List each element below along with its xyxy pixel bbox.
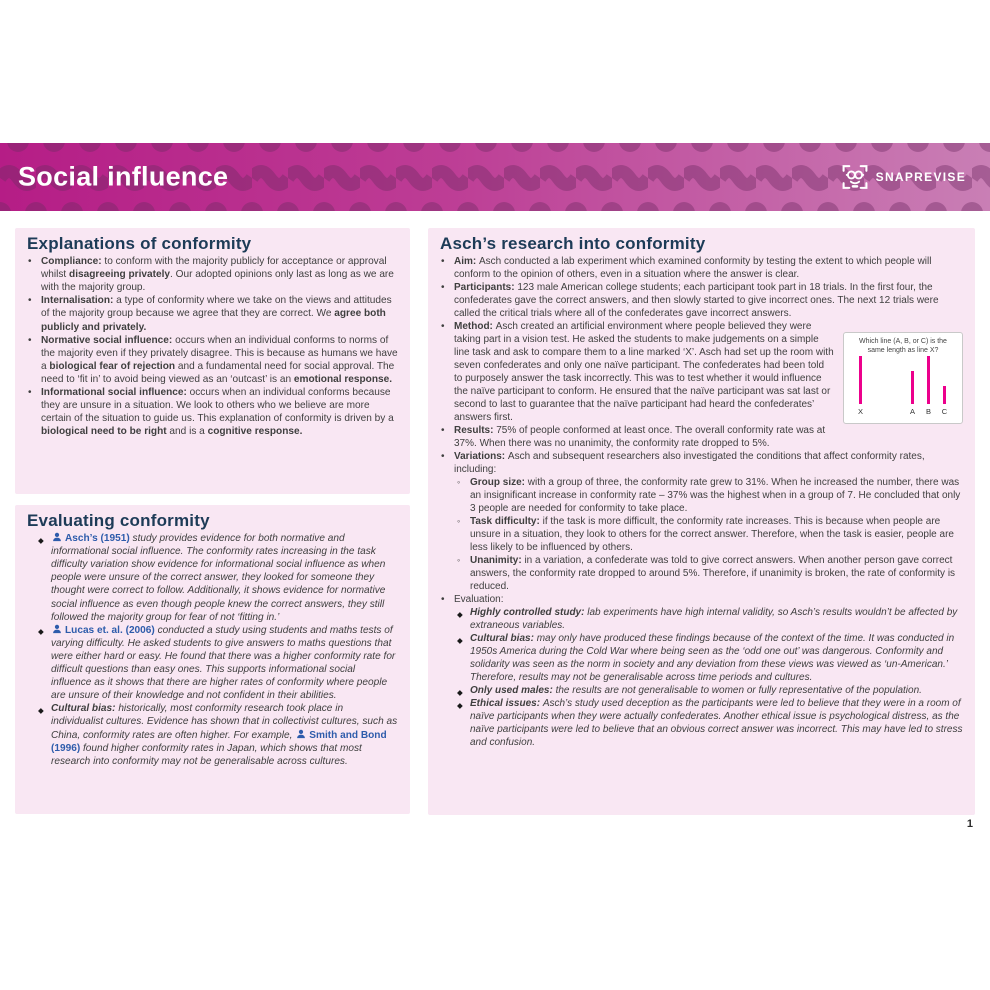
citation-text: Lucas et. al. (2006) bbox=[65, 624, 155, 636]
text-segment: and a fundamental need for social approval. The need to ‘fit in’ to avoid being viewed as an ‘outcast’ is an bbox=[41, 360, 395, 385]
text-segment: Highly controlled study: bbox=[470, 607, 588, 618]
section-title: Asch’s research into conformity bbox=[440, 234, 706, 253]
list-item bbox=[440, 424, 963, 450]
bullet-list bbox=[27, 255, 398, 438]
list-item bbox=[456, 515, 963, 554]
list-item bbox=[456, 632, 963, 684]
text-segment: Unanimity: bbox=[470, 555, 525, 566]
text-segment: Internalisation: bbox=[41, 295, 117, 307]
text-segment: Participants: bbox=[454, 282, 518, 293]
text-segment: biological fear of rejection bbox=[49, 360, 176, 372]
text-segment: Task difficulty: bbox=[470, 516, 543, 527]
text-segment: may only have produced these findings because of the context of the time. It was conducted in 1950s America during the Cold War where being seen as the ‘odd one out’ was dangerous. Conformity and solidarity was seen as the norm in society and any deviation from these views was viewed as ‘un-American.’ Therefore, results may not be generalisable across time periods and cultures. bbox=[470, 633, 955, 683]
citation-text: Smith and Bond (1996) bbox=[51, 729, 387, 754]
list-item bbox=[456, 554, 963, 593]
text-segment: cognitive response. bbox=[207, 426, 303, 438]
text-segment: the results are not generalisable to women or fully representative of the population. bbox=[555, 685, 922, 696]
text-segment: found higher conformity rates in Japan, which shows that most research into conformity may not be generalisable across cultures. bbox=[51, 742, 362, 767]
section-asch-research bbox=[428, 228, 975, 815]
dot-bullet-marker: • bbox=[28, 334, 32, 346]
text-segment: to conform with the majority publicly for acceptance or approval whilst bbox=[41, 256, 387, 281]
dot-bullet-marker: • bbox=[28, 387, 32, 399]
person-icon bbox=[52, 532, 62, 545]
list-item bbox=[37, 702, 398, 767]
dot-bullet-marker: • bbox=[441, 256, 445, 267]
text-segment: a type of conformity where we take on the views and attitudes of the majority group because we agree that they are correct. We bbox=[41, 295, 392, 320]
text-segment: Results: bbox=[454, 425, 497, 436]
text-segment: Informational social influence: bbox=[41, 387, 190, 399]
text-segment: . Our adopted opinions only last as long as we are with the majority group. bbox=[41, 269, 394, 294]
dot-bullet-marker: • bbox=[441, 321, 445, 332]
page-number: 1 bbox=[966, 818, 973, 830]
section-evaluating-conformity bbox=[15, 505, 410, 814]
list-item bbox=[27, 294, 398, 333]
text-segment: Asch and subsequent researchers also investigated the conditions that affect conformity rates, including: bbox=[454, 451, 925, 475]
list-item bbox=[456, 697, 963, 749]
list-item bbox=[456, 606, 963, 632]
bullet-list bbox=[440, 320, 963, 749]
text-segment: lab experiments have high internal validity, so Asch’s results wouldn’t be affected by extraneous variables. bbox=[470, 607, 958, 631]
text-segment: biological need to be right bbox=[41, 426, 167, 438]
text-segment: if the task is more difficult, the conformity rate increases. This is because when people are unsure in a situation, they look to others for the correct answer. Therefore, when the task is easier, people are less likely to be influenced by others. bbox=[470, 516, 954, 553]
figure-line-label: C bbox=[941, 407, 948, 416]
dot-bullet-marker: • bbox=[28, 256, 32, 268]
text-segment: occurs when an individual conforms to norms of the majority even if they privately disagree. This is because as humans we have a bbox=[41, 334, 398, 372]
text-segment: occurs when an individual conforms because they are unsure in a situation. We look to others who we believe are more certain of the situation to guide us. This explanation of conformity is driven by a bbox=[41, 387, 394, 425]
list-item bbox=[440, 593, 963, 749]
dot-bullet-marker: • bbox=[441, 451, 445, 462]
dot-bullet-marker: • bbox=[441, 282, 445, 293]
diamond-bullet-marker: ◆ bbox=[38, 627, 44, 637]
text-segment: emotional response. bbox=[293, 373, 393, 385]
text-segment: Evaluation: bbox=[454, 594, 504, 605]
text-segment: in a variation, a confederate was told to give correct answers. When another person gave correct answers, the conformity rate dropped to around 5%. Therefore, if unanimity is broken, the rate of conformity is reduced. bbox=[470, 555, 956, 592]
text-segment: historically, most conformity research took place in individualist cultures. Evidence has shown that in collectivist cultures, such as China, conformity rates are often higher. For example, bbox=[51, 703, 398, 741]
diamond-bullet-marker: ◆ bbox=[457, 687, 463, 697]
text-segment: Only used males: bbox=[470, 685, 556, 696]
brand-name: SNAPREVISE bbox=[875, 170, 966, 184]
circle-bullet-marker: ◦ bbox=[457, 477, 461, 487]
dot-bullet-marker: • bbox=[441, 594, 445, 605]
text-segment: Cultural bias: bbox=[51, 703, 119, 715]
figure-line-label: A bbox=[909, 407, 915, 416]
section-title: Explanations of conformity bbox=[27, 234, 252, 253]
text-segment: 75% of people conformed at least once. The overall conformity rate was at 37%. When there was no unanimity, the conformity rate dropped to 5%. bbox=[454, 425, 826, 449]
person-icon bbox=[52, 624, 62, 637]
text-segment: Method: bbox=[454, 321, 496, 332]
list-item bbox=[440, 450, 963, 593]
list-item bbox=[456, 684, 963, 697]
diamond-bullet-marker: ◆ bbox=[457, 609, 463, 619]
list-item bbox=[456, 476, 963, 515]
circle-bullet-marker: ◦ bbox=[457, 555, 461, 565]
snaprevise-logo bbox=[841, 163, 966, 191]
list-item bbox=[37, 624, 398, 703]
asch-main-block bbox=[440, 320, 963, 749]
text-segment: with a group of three, the conformity rate grew to 31%. When he increased the number, there was an insignificant increase in conformity rate – 37% was the highest when in a group of 7. He concluded that only 3 people are needed for conformity to take place. bbox=[470, 477, 961, 514]
section-title: Evaluating conformity bbox=[27, 511, 210, 530]
figure-line-label: X bbox=[857, 407, 863, 416]
text-segment: Asch created an artificial environment where people believed they were taking part in a vision test. He asked the students to make judgements on a simple line task and ask to compare them to a line marked ‘X’. Asch had set up the room with seven confederates and only one naïve participant. The confederates had been told to purposely answer the task incorrectly. This was to test whether it would influence the naïve participant to conform. He ensured that the naïve participant was sat last or second to last to guarantee that the naïve participant had heard the confederates’ answers first. bbox=[454, 321, 834, 423]
dot-bullet-marker: • bbox=[441, 425, 445, 436]
list-item bbox=[440, 281, 963, 320]
page-header-band bbox=[0, 143, 990, 211]
diamond-bullet-marker: ◆ bbox=[38, 705, 44, 715]
owl-camera-icon bbox=[841, 163, 869, 191]
bullet-list bbox=[27, 532, 398, 768]
text-segment: Cultural bias: bbox=[470, 633, 537, 644]
diamond-bullet-marker: ◆ bbox=[38, 535, 44, 545]
bullet-list bbox=[440, 255, 963, 320]
list-item bbox=[37, 532, 398, 624]
text-segment: Aim: bbox=[454, 256, 479, 267]
list-item bbox=[27, 255, 398, 294]
text-segment: agree both publicly and privately. bbox=[41, 308, 386, 333]
page-title: Social influence bbox=[18, 161, 229, 192]
list-item bbox=[440, 255, 963, 281]
text-segment: and is a bbox=[166, 426, 208, 438]
text-segment: Normative social influence: bbox=[41, 334, 176, 346]
dot-bullet-marker: • bbox=[28, 295, 32, 307]
text-segment: Variations: bbox=[454, 451, 508, 462]
text-segment: Asch’s study used deception as the participants were led to believe that they were in a room of naïve participants when they were actually confederates. Another ethical issue is psychological distress, as the naïve participants were led to believe that an obvious correct answer was incorrect. This may have led to stress and confusion. bbox=[470, 698, 963, 748]
diamond-bullet-marker: ◆ bbox=[457, 700, 463, 710]
figure-caption: Which line (A, B, or C) is the same length as line X? bbox=[859, 338, 947, 354]
list-item bbox=[440, 320, 963, 424]
diamond-bullet-marker: ◆ bbox=[457, 635, 463, 645]
text-segment: study provides evidence for both normative and informational social influence. The conformity rates increasing in the task difficulty variation show evidence for informational social influence as when people were unsure of the correct answer, they looked for someone they thought were correct to follow. Additionally, it shows evidence for normative social influence as even though people knew the correct answers, they still followed the majority group for fear of not ‘fitting in.’ bbox=[51, 533, 386, 623]
text-segment: conducted a study using students and maths tests of varying difficulty. He asked students to give answers to maths questions that were either hard or easy. He found that there was a higher conformity rate for difficult questions than easy ones. This supports informational social influence as it shows that there are higher rates of conformity where people are unsure of their knowledge and not confident in their abilities. bbox=[51, 624, 396, 702]
list-item bbox=[27, 334, 398, 386]
text-segment: disagreeing privately bbox=[69, 269, 171, 281]
section-explanations-of-conformity bbox=[15, 228, 410, 494]
circle-bullet-marker: ◦ bbox=[457, 516, 461, 526]
person-icon bbox=[296, 729, 306, 742]
text-segment: Ethical issues: bbox=[470, 698, 543, 709]
list-item bbox=[27, 386, 398, 438]
citation-text: Asch’s (1951) bbox=[65, 533, 130, 545]
figure-line-label: B bbox=[925, 407, 931, 416]
text-segment: Group size: bbox=[470, 477, 528, 488]
text-segment: Compliance: bbox=[41, 256, 105, 268]
text-segment: 123 male American college students; each participant took part in 18 trials. In the first four, the confederates gave the correct answers, and then slowly started to give incorrect ones. The next 12 trials were called the critical trials where all of the confederates gave incorrect answers. bbox=[454, 282, 939, 319]
text-segment: Asch conducted a lab experiment which examined conformity by testing the extent to which people will conform to the opinion of others, even in a situation where the answer is clear. bbox=[454, 256, 932, 280]
